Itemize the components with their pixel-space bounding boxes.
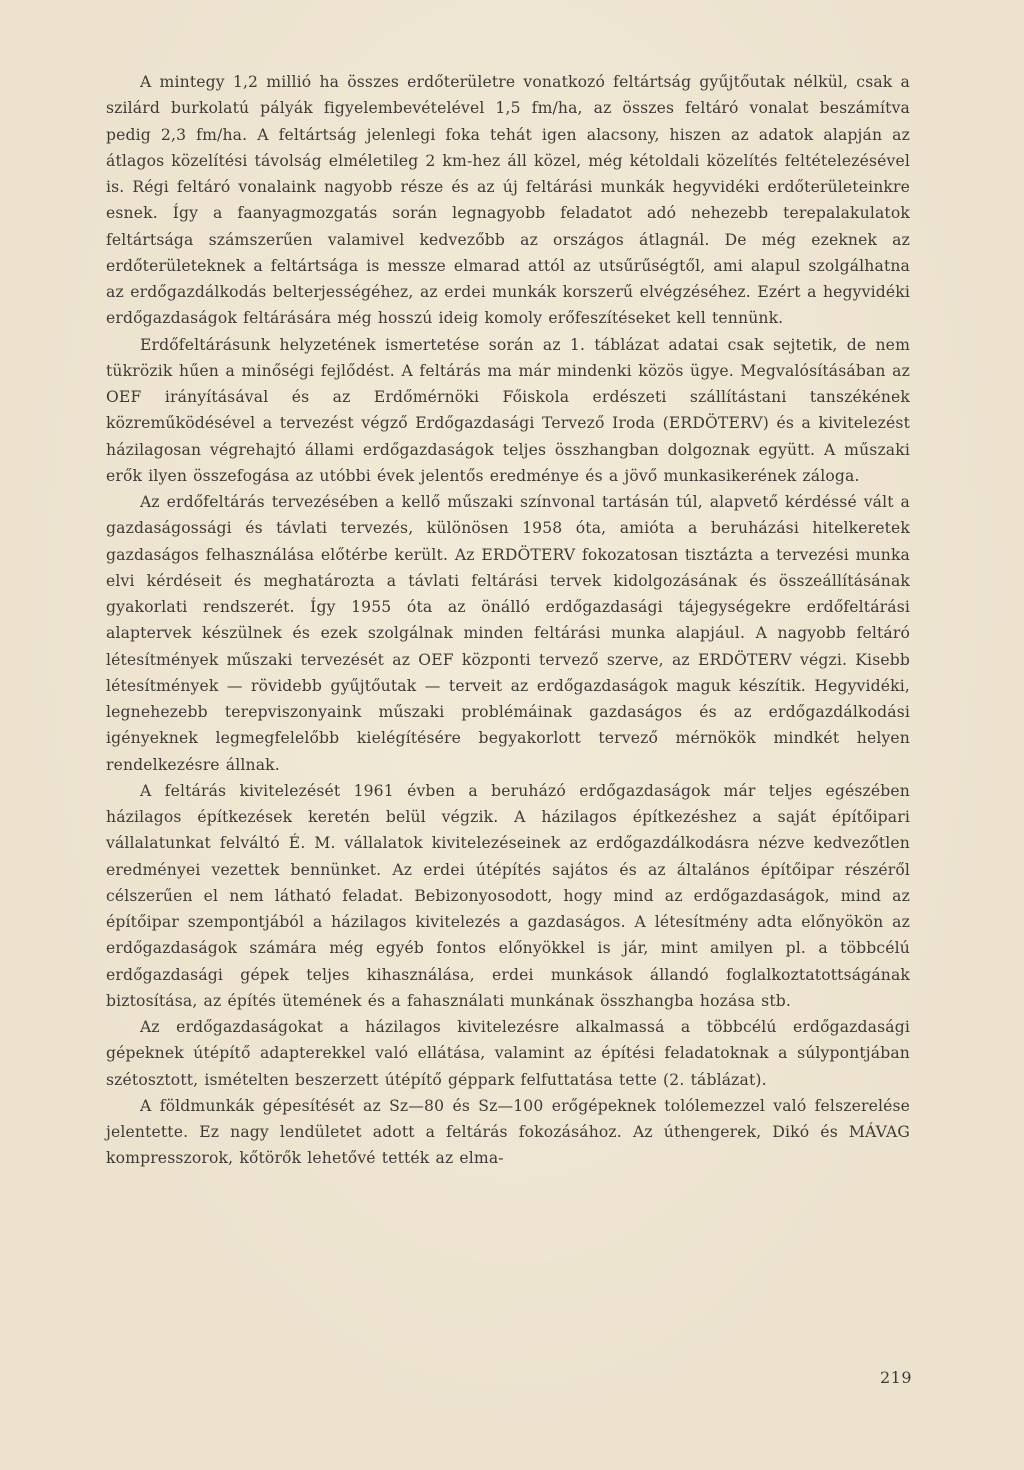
paragraph: Az erdőgazdaságokat a házilagos kivitelezésre alkalmassá a többcélú erdőgazdasági gépeknek útépítő adapterekkel való ellátása, valamint az építési feladatoknak a súlypontjában szétosztott, ismételten beszerzett útépítő géppark felfuttatása tette (2. táblázat). [106, 1018, 910, 1089]
paragraph: Az erdőfeltárás tervezésében a kellő műszaki színvonal tartásán túl, alapvető kérdéssé vált a gazdaságossági és távlati tervezés, különösen 1958 óta, amióta a beruházási hitelkeretek gazdaságos felhasználása előtérbe került. Az ERDÖTERV fokozatosan tisztázta a tervezési munka elvi kérdéseit és meghatározta a távlati feltárási tervek kidolgozásának és összeállításának gyakorlati rendszerét. Így 1955 óta az önálló erdőgazdasági tájegységekre erdőfeltárási alaptervek készülnek és ezek szolgálnak minden feltárási munka alapjául. A nagyobb feltáró létesítmények műszaki tervezését az OEF központi tervező szerve, az ERDÖTERV végzi. Kisebb létesítmények — rövidebb gyűjtőutak — terveit az erdőgazdaságok maguk készítik. Hegyvidéki, legnehezebb terepviszonyaink műszaki problémáinak gazdaságos és az erdőgazdálkodási igényeknek legmegfelelőbb kielégítésére begyakorlott tervező mérnökök mindkét helyen rendelkezésre állnak. [106, 493, 910, 774]
paragraph: A mintegy 1,2 millió ha összes erdőterületre vonatkozó feltártság gyűjtőutak nélkül, csak a szilárd burkolatú pályák figyelembevételével 1,5 fm/ha, az összes feltáró vonalat beszámítva pedig 2,3 fm/ha. A feltártság jelenlegi foka tehát igen alacsony, hiszen az adatok alapján az átlagos közelítési távolság elméletileg 2 km-hez áll közel, még kétoldali közelítés feltételezésével is. Régi feltáró vonalaink nagyobb része és az új feltárási munkák hegyvidéki erdőterületeinkre esnek. Így a faanyagmozgatás során legnagyobb feladatot adó nehezebb terepalakulatok feltártsága számszerűen valamivel kedvezőbb az országos átlagnál. De még ezeknek az erdőterületeknek a feltártsága is messze elmarad attól az utsűrűségtől, ami alapul szolgálhatna az erdőgazdálkodás belterjességéhez, az erdei munkák korszerű elvégzéséhez. Ezért a hegyvidéki erdőgazdaságok feltárására még hosszú ideig komoly erőfeszítéseket kell tennünk. [106, 73, 910, 328]
paragraph: A feltárás kivitelezését 1961 évben a beruházó erdőgazdaságok már teljes egészében házilagos építkezések keretén belül végzik. A házilagos építkezéshez a saját építőipari vállalatunkat felváltó É. M. vállalatok kivitelezéseinek az erdőgazdálkodásra nézve kedvezőtlen eredményei vezettek bennünket. Az erdei útépítés sajátos és az általános építőipar részéről célszerűen el nem látható feladat. Bebizonyosodott, hogy mind az erdőgazdaságok, mind az építőipar szempontjából a házilagos kivitelezés a gazdaságos. A létesítmény adta előnyökön az erdőgazdaságok számára még egyéb fontos előnyökkel is jár, mint amilyen pl. a többcélú erdőgazdasági gépek teljes kihasználása, erdei munkások állandó foglalkoztatottságának biztosítása, az építés ütemének és a fahasználati munkának összhangba hozása stb. [106, 781, 910, 1010]
paragraph: Erdőfeltárásunk helyzetének ismertetése során az 1. táblázat adatai csak sejtetik, de nem tükrözik hűen a minőségi fejlődést. A feltárás ma már mindenki közös ügye. Megvalósításában az OEF irányításával és az Erdőmérnöki Főiskola erdészeti szállítástani tanszékének közreműködésével a tervezést végző Erdőgazdasági Tervező Iroda (ERDÖTERV) és a kivitelezést házilagosan végrehajtó állami erdőgazdaságok teljes összhangban dolgoznak együtt. A műszaki erők ilyen összefogása az utóbbi évek jelentős eredménye és a jövő munkasikerének záloga. [106, 335, 910, 485]
page-number: 219 [879, 1368, 912, 1387]
paragraph: A földmunkák gépesítését az Sz—80 és Sz—100 erőgépeknek tolólemezzel való felszerelése jelentette. Ez nagy lendületet adott a feltárás fokozásához. Az úthengerek, Dikó és MÁVAG kompresszorok, kőtörők lehetővé tették az elma- [106, 1096, 910, 1168]
body-text [106, 69, 910, 1172]
